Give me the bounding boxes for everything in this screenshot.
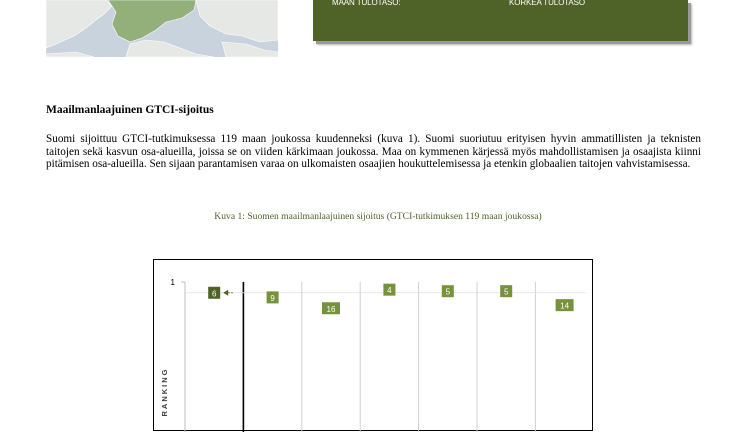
income-level-label: MAAN TULOTASO: xyxy=(332,0,401,7)
rank-marker-label: 4 xyxy=(387,286,392,296)
rank-pointer-arrow xyxy=(223,290,228,296)
figure-caption: Kuva 1: Suomen maailmanlaajuinen sijoitus (GTCI-tutkimuksen 119 maan joukossa) xyxy=(214,211,542,222)
ranking-chart-svg xyxy=(154,260,594,432)
country-info-box xyxy=(313,0,688,41)
y-tick-label: 1 xyxy=(170,278,175,287)
income-level-value: KORKEA TULOTASO xyxy=(509,0,586,7)
section-paragraph: Suomi sijoittuu GTCI-tutkimuksessa 119 maan joukossa kuudenneksi (kuva 1). Suomi suoriutuu erityisen hyvin ammatillisten ja teknisten taitojen sekä kasvun osa-alueilla, joissa se on viiden kärkimaan joukossa. Maa on kymmenen kärjessä myös mahdollistamisen ja osaajista kiinni pitämisen osa-alueilla. Sen sijaan parantamisen varaa on ulkomaisten osaajien houkuttelemisessa ja etenkin globaalien taitojen vahvistamisessa. xyxy=(46,133,701,171)
rank-marker-label: 5 xyxy=(445,287,451,297)
rank-marker-label: 16 xyxy=(326,304,336,314)
rank-marker-label: 5 xyxy=(503,287,509,297)
rank-marker-label: 14 xyxy=(560,301,570,311)
europe-map-graphic xyxy=(46,0,278,57)
section-heading: Maailmanlaajuinen GTCI-sijoitus xyxy=(46,104,214,116)
rank-marker-label: 6 xyxy=(211,289,217,299)
rank-marker-label: 9 xyxy=(270,293,275,303)
ranking-chart xyxy=(153,259,593,431)
country-map xyxy=(46,0,278,57)
y-axis-title: RANKING xyxy=(160,367,169,417)
